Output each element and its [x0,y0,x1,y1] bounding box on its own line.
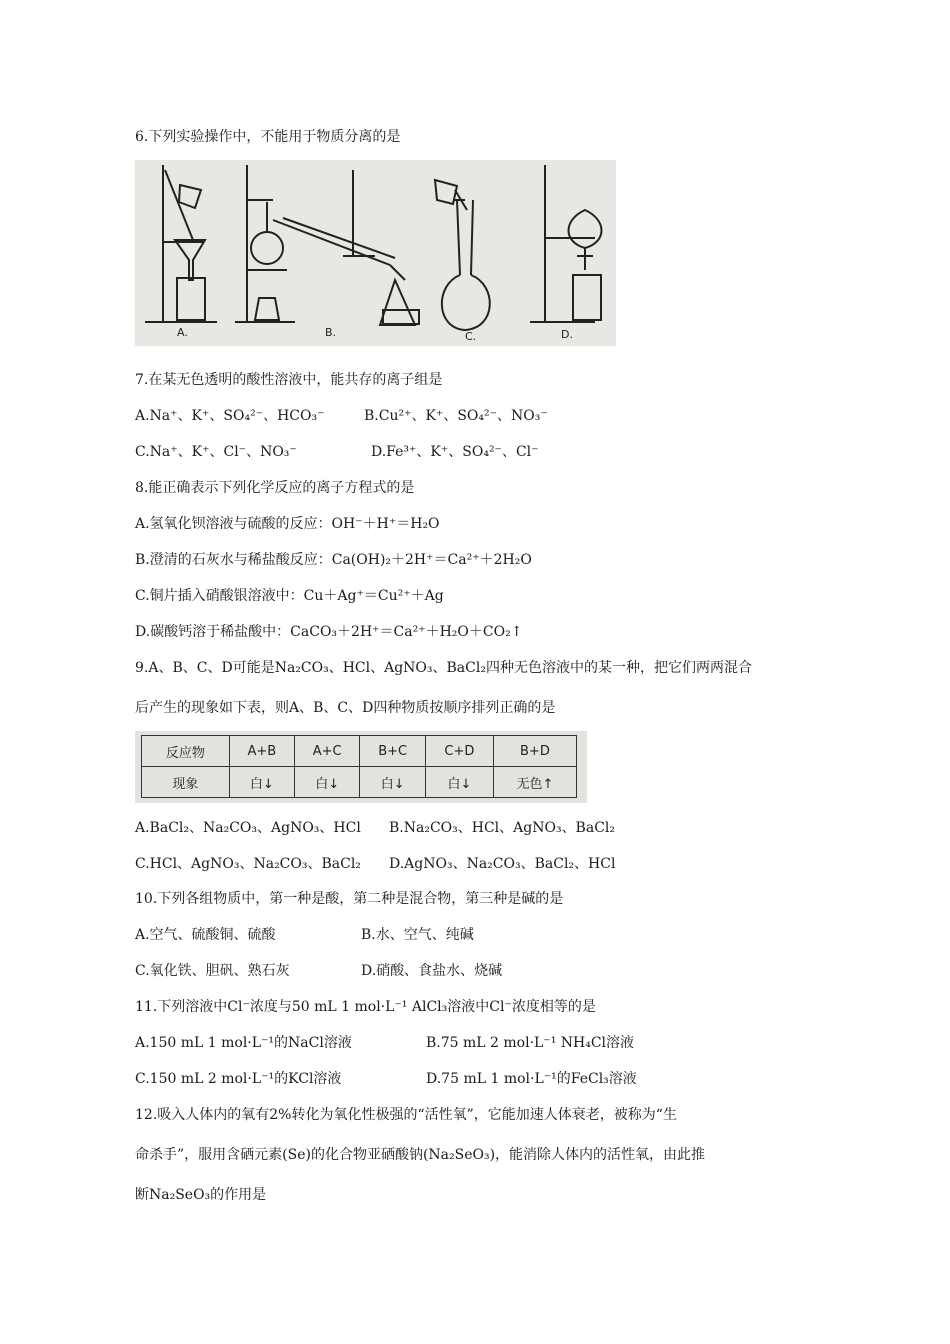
q8-stem: 8.能正确表示下列化学反应的离子方程式的是 [135,480,415,496]
q10-option-d: D.硝酸、食盐水、烧碱 [361,963,503,979]
q12-line3: 断Na₂SeO₃的作用是 [135,1187,267,1203]
table-cell: B+D [493,736,576,767]
q6-stem: 6.下列实验操作中，不能用于物质分离的是 [135,129,401,145]
q7-stem: 7.在某无色透明的酸性溶液中，能共存的离子组是 [135,372,443,388]
q9-stem-line1: 9.A、B、C、D可能是Na₂CO₃、HCl、AgNO₃、BaCl₂四种无色溶液中的某一种，把它们两两混合 [135,660,752,676]
apparatus-illustration [135,160,616,346]
q7-option-c: C.Na⁺、K⁺、Cl⁻、NO₃⁻ [135,444,297,460]
fig-label-c: C. [465,330,477,343]
q11-option-b: B.75 mL 2 mol·L⁻¹ NH₄Cl溶液 [426,1035,635,1051]
q9-stem-line2: 后产生的现象如下表，则A、B、C、D四种物质按顺序排列正确的是 [135,700,556,716]
q12-line2: 命杀手”，服用含硒元素(Se)的化合物亚硒酸钠(Na₂SeO₃)，能消除人体内的活性氧，由此推 [135,1147,706,1163]
table-cell: 现象 [142,767,230,798]
q9-option-b: B.Na₂CO₃、HCl、AgNO₃、BaCl₂ [389,820,615,836]
table-cell: A+C [294,736,360,767]
q9-option-c: C.HCl、AgNO₃、Na₂CO₃、BaCl₂ [135,856,361,872]
q10-stem: 10.下列各组物质中，第一种是酸，第二种是混合物，第三种是碱的是 [135,891,564,907]
table-cell: 白↓ [425,767,493,798]
table-cell: B+C [360,736,426,767]
table-cell: A+B [229,736,294,767]
table-cell: 白↓ [360,767,426,798]
table-cell: 白↓ [294,767,360,798]
q10-option-c: C.氧化铁、胆矾、熟石灰 [135,963,290,979]
fig-label-d: D. [561,328,573,341]
q10-option-b: B.水、空气、纯碱 [361,927,474,943]
q11-stem: 11.下列溶液中Cl⁻浓度与50 mL 1 mol·L⁻¹ AlCl₃溶液中Cl⁻浓度相等的是 [135,999,596,1015]
q7-option-d: D.Fe³⁺、K⁺、SO₄²⁻、Cl⁻ [371,444,539,460]
apparatus-figure [135,160,616,346]
q9-option-d: D.AgNO₃、Na₂CO₃、BaCl₂、HCl [389,856,616,872]
q8-option-d: D.碳酸钙溶于稀盐酸中：CaCO₃＋2H⁺＝Ca²⁺＋H₂O＋CO₂↑ [135,624,523,640]
q11-option-d: D.75 mL 1 mol·L⁻¹的FeCl₃溶液 [426,1071,637,1087]
reaction-table [135,731,587,803]
q7-option-b: B.Cu²⁺、K⁺、SO₄²⁻、NO₃⁻ [364,408,548,424]
fig-label-b: B. [325,326,337,339]
q8-option-a: A.氢氧化钡溶液与硫酸的反应：OH⁻＋H⁺＝H₂O [135,516,440,532]
q12-line1: 12.吸入人体内的氧有2%转化为氧化性极强的“活性氧”，它能加速人体衰老，被称为“生 [135,1107,677,1123]
q8-option-b: B.澄清的石灰水与稀盐酸反应：Ca(OH)₂＋2H⁺＝Ca²⁺＋2H₂O [135,552,532,568]
q11-option-c: C.150 mL 2 mol·L⁻¹的KCl溶液 [135,1071,342,1087]
q9-option-a: A.BaCl₂、Na₂CO₃、AgNO₃、HCl [135,820,361,836]
table-row [142,767,577,798]
table-cell: C+D [425,736,493,767]
table-cell: 无色↑ [493,767,576,798]
q10-option-a: A.空气、硫酸铜、硫酸 [135,927,276,943]
table-cell: 白↓ [229,767,294,798]
q8-option-c: C.铜片插入硝酸银溶液中：Cu＋Ag⁺＝Cu²⁺＋Ag [135,588,444,604]
q7-option-a: A.Na⁺、K⁺、SO₄²⁻、HCO₃⁻ [135,408,325,424]
table-header-row [142,736,577,767]
table-cell: 反应物 [142,736,230,767]
q11-option-a: A.150 mL 1 mol·L⁻¹的NaCl溶液 [135,1035,352,1051]
fig-label-a: A. [177,326,188,339]
